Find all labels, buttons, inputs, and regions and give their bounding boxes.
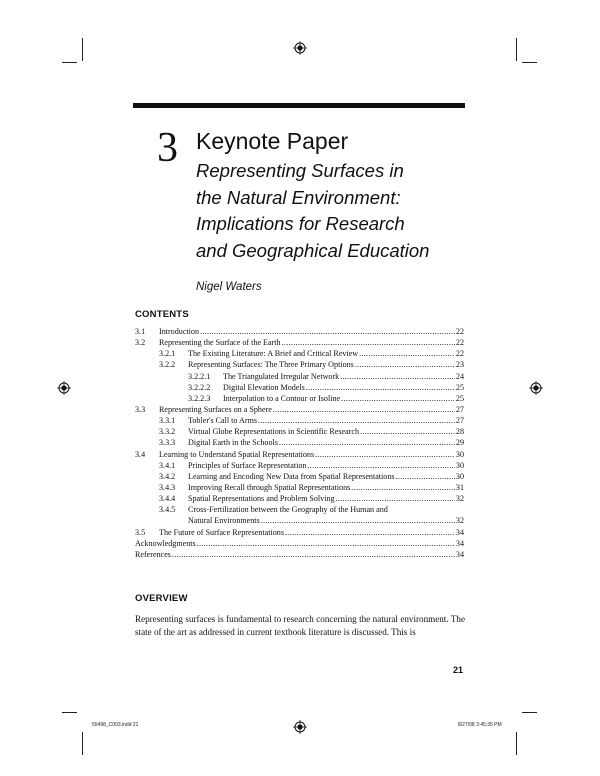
toc-leader-dots — [200, 326, 455, 337]
toc-entry — [135, 337, 464, 348]
toc-entry — [135, 460, 464, 471]
toc-entry-number: 3.3.3 — [159, 438, 176, 448]
toc-leader-dots — [197, 538, 455, 549]
toc-entry-number: 3.4.1 — [159, 460, 176, 470]
toc-entry-number: 3.4.4 — [159, 494, 176, 504]
chapter-title-line: the Natural Environment: — [196, 186, 401, 208]
toc-entry-number: 3.4 — [135, 449, 146, 459]
toc-entry-title: Interpolation to a Contour or Isoline — [223, 393, 341, 403]
author-name: Nigel Waters — [196, 281, 262, 293]
chapter-title — [196, 158, 496, 264]
toc-leader-dots — [336, 493, 455, 504]
toc-entry-title: Improving Recall through Spatial Representations — [188, 482, 351, 492]
toc-leader-dots — [306, 382, 455, 393]
slug-file-info: 55498_C003.indd 21 — [92, 722, 139, 728]
toc-entry-page: 23 — [455, 360, 464, 370]
chapter-title-line: Representing Surfaces in — [196, 160, 404, 181]
toc-entry — [135, 549, 464, 560]
crop-mark — [522, 62, 537, 63]
toc-entry-title: Learning to Understand Spatial Representations — [159, 449, 315, 459]
crop-mark — [516, 38, 517, 61]
toc-entry — [135, 359, 464, 370]
toc-leader-dots — [307, 460, 454, 471]
registration-mark-icon — [293, 41, 307, 55]
chapter-rule — [133, 103, 465, 108]
toc-entry-title: The Existing Literature: A Brief and Critical Review — [188, 349, 359, 359]
toc-entry — [135, 515, 464, 526]
toc-entry-page: 30 — [455, 460, 464, 470]
toc-entry-page: 34 — [455, 549, 464, 559]
toc-entry-page: 25 — [455, 393, 464, 403]
toc-leader-dots — [279, 437, 455, 448]
toc-entry — [135, 471, 464, 482]
toc-entry-page: 27 — [455, 416, 464, 426]
table-of-contents — [135, 326, 464, 560]
crop-mark — [516, 732, 517, 755]
toc-entry-title: Representing the Surface of the Earth — [159, 338, 281, 348]
toc-entry-page: 25 — [455, 382, 464, 392]
toc-entry — [135, 426, 464, 437]
toc-entry-page: 31 — [455, 482, 464, 492]
toc-leader-dots — [396, 471, 455, 482]
toc-entry — [135, 538, 464, 549]
page-number: 21 — [453, 665, 464, 675]
toc-entry-title: Digital Elevation Models — [223, 382, 305, 392]
toc-entry-page: 32 — [455, 516, 464, 526]
toc-entry-page: 27 — [455, 404, 464, 414]
contents-heading: CONTENTS — [135, 309, 189, 320]
chapter-kind: Keynote Paper — [196, 128, 349, 154]
toc-leader-dots — [172, 549, 455, 560]
toc-entry-page: 28 — [455, 427, 464, 437]
toc-entry — [135, 449, 464, 460]
crop-mark — [82, 732, 83, 755]
toc-entry-page: 22 — [455, 327, 464, 336]
toc-leader-dots — [340, 371, 455, 382]
chapter-number: 3 — [157, 125, 178, 171]
toc-entry-title: Digital Earth in the Schools — [188, 438, 278, 448]
toc-entry — [135, 504, 464, 515]
slug-timestamp: 8/27/08 3:45:35 PM — [458, 722, 502, 728]
chapter-title-line: Implications for Research — [196, 213, 405, 234]
toc-entry-number: 3.2.2.3 — [188, 393, 211, 403]
toc-entry-title: Acknowledgments — [135, 538, 196, 548]
toc-leader-dots — [285, 527, 455, 538]
toc-leader-dots — [360, 426, 455, 437]
registration-mark-icon — [293, 720, 307, 734]
toc-entry-page: 34 — [455, 538, 464, 548]
toc-entry-title: Introduction — [159, 327, 200, 336]
crop-mark — [62, 62, 77, 63]
toc-entry-title: Natural Environments — [188, 516, 260, 526]
toc-entry-page: 30 — [455, 449, 464, 459]
toc-entry-page: 32 — [455, 494, 464, 504]
toc-entry-page: 22 — [455, 338, 464, 348]
toc-entry-number: 3.1 — [135, 327, 146, 336]
toc-entry-title: Tobler's Call to Arms — [188, 416, 258, 426]
toc-entry-page: 30 — [455, 471, 464, 481]
toc-entry-title: Spatial Representations and Problem Solving — [188, 494, 335, 504]
toc-entry-number: 3.4.5 — [159, 505, 176, 515]
toc-entry — [135, 415, 464, 426]
toc-leader-dots — [351, 482, 455, 493]
toc-entry-title: Principles of Surface Representation — [188, 460, 307, 470]
toc-leader-dots — [355, 359, 455, 370]
toc-leader-dots — [315, 449, 455, 460]
toc-entry-page: 29 — [455, 438, 464, 448]
toc-entry-number: 3.3 — [135, 404, 146, 414]
toc-entry-title: The Triangulated Irregular Network — [223, 371, 340, 381]
toc-leader-dots — [359, 348, 455, 359]
overview-paragraph: Representing surfaces is fundamental to research concerning the natural environment. The state of the art as addressed in current textbook literature is discussed. This is — [135, 614, 465, 638]
toc-entry-title: The Future of Surface Representations — [159, 527, 284, 537]
toc-entry — [135, 527, 464, 538]
toc-leader-dots — [261, 515, 455, 526]
toc-leader-dots — [282, 337, 455, 348]
registration-mark-icon — [529, 381, 543, 395]
overview-heading: OVERVIEW — [135, 593, 188, 604]
toc-entry — [135, 371, 464, 382]
toc-entry-title: References — [135, 549, 171, 559]
toc-entry-title: Virtual Globe Representations in Scientific Research — [188, 427, 360, 437]
toc-entry — [135, 382, 464, 393]
toc-entry — [135, 326, 464, 337]
toc-entry-title: Cross-Fertilization between the Geography of the Human and — [188, 505, 388, 515]
toc-entry — [135, 348, 464, 359]
crop-mark — [522, 712, 537, 713]
toc-entry-title: Representing Surfaces: The Three Primary Options — [188, 360, 354, 370]
toc-leader-dots — [258, 415, 455, 426]
toc-leader-dots — [341, 393, 455, 404]
toc-leader-dots — [273, 404, 455, 415]
toc-entry-number: 3.4.3 — [159, 482, 176, 492]
toc-entry-number: 3.3.2 — [159, 427, 176, 437]
toc-entry — [135, 393, 464, 404]
toc-entry-title: Representing Surfaces on a Sphere — [159, 404, 272, 414]
toc-entry-page: 22 — [455, 349, 464, 359]
toc-entry-number: 3.5 — [135, 527, 146, 537]
toc-entry — [135, 482, 464, 493]
toc-entry-page: 34 — [455, 527, 464, 537]
toc-entry-number: 3.3.1 — [159, 416, 176, 426]
toc-entry — [135, 404, 464, 415]
toc-entry-page: 24 — [455, 371, 464, 381]
toc-entry-number: 3.2.2.2 — [188, 382, 211, 392]
crop-mark — [62, 712, 77, 713]
toc-entry-number: 3.2.2 — [159, 360, 176, 370]
toc-entry-title: Learning and Encoding New Data from Spatial Representations — [188, 471, 395, 481]
toc-entry — [135, 493, 464, 504]
toc-entry-number: 3.2.1 — [159, 349, 176, 359]
toc-entry — [135, 437, 464, 448]
crop-mark — [82, 38, 83, 61]
chapter-title-line: and Geographical Education — [196, 239, 430, 261]
toc-entry-number: 3.4.2 — [159, 471, 176, 481]
toc-entry-number: 3.2 — [135, 338, 146, 348]
registration-mark-icon — [57, 381, 71, 395]
toc-entry-number: 3.2.2.1 — [188, 371, 211, 381]
